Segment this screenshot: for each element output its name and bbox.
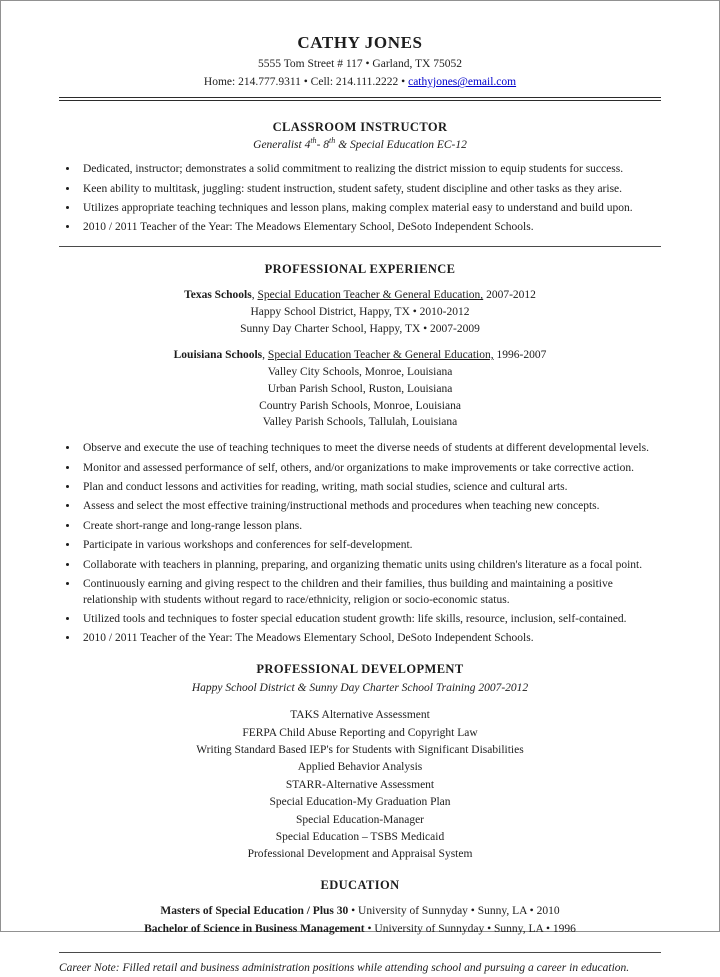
experience-bullet: • Observe and execute the use of teaching techniques to meet the diverse needs of students at different developmental levels. [79,441,661,457]
development-item: STARR-Alternative Assessment [285,778,435,791]
experience-entry-header: Louisiana Schools, Special Education Teacher & General Education, 1996-2007 [173,349,547,362]
address-line: 5555 Tom Street # 117 • Garland, TX 75052 [258,58,462,71]
experience-group-louisiana [59,348,661,431]
section-divider [59,246,661,247]
degree-name: Bachelor of Science in Business Management [144,923,365,936]
education-entry [59,904,661,920]
employer-name: Louisiana Schools [173,349,263,362]
experience-bullet: • Monitor and assessed performance of self, others, and/or organizations to make improvements or take corrective action. [79,461,661,477]
development-item: FERPA Child Abuse Reporting and Copyright Law [242,726,478,739]
development-item: Special Education-Manager [295,813,425,826]
role-title: Special Education Teacher & General Education, [267,349,494,362]
degree-name: Masters of Special Education / Plus 30 [160,905,349,918]
experience-bullet: • Plan and conduct lessons and activities for reading, writing, math social studies, science and cultural arts. [79,480,661,496]
summary-bullet: • Utilizes appropriate teaching techniques and lesson plans, making complex material easy to understand and build upon. [79,201,661,217]
development-item: TAKS Alternative Assessment [290,709,430,722]
experience-heading: PROFESSIONAL EXPERIENCE [264,262,456,277]
development-subtitle: Happy School District & Sunny Day Charter School Training 2007-2012 [191,681,529,694]
header-divider [59,97,661,101]
contact-phones: Home: 214.777.9311 • Cell: 214.111.2222 • [203,76,409,89]
title-block [59,119,661,154]
development-item: Special Education-My Graduation Plan [269,796,451,809]
career-note: Career Note: Filled retail and business administration positions while attending school and pursuing a career in education. [59,962,630,975]
summary-bullet: • Keen ability to multitask, juggling: student instruction, student safety, student discipline and other tasks as they arise. [79,182,661,198]
experience-bullet: • Collaborate with teachers in planning, preparing, and organizing thematic units using children's literature as a focal point. [79,558,661,574]
contact-line [59,75,661,91]
employer-name: Texas Schools [184,289,252,302]
experience-bullet: • 2010 / 2011 Teacher of the Year: The Meadows Elementary School, DeSoto Independent Schools. [79,631,661,647]
development-item: Professional Development and Appraisal System [247,848,473,861]
experience-bullet: • Assess and select the most effective training/instructional methods and procedures when teaching new concepts. [79,499,661,515]
degree-details: • University of Sunnyday • Sunny, LA • 2010 [348,905,560,918]
development-item: Applied Behavior Analysis [297,761,423,774]
experience-bullet: • Continuously earning and giving respect to the children and their families, thus building and maintaining a positive relationship with students without regard to race/ethnicity, religion or socio-economic status. [79,577,661,609]
job-title: CLASSROOM INSTRUCTOR [272,120,448,135]
candidate-name: CATHY JONES [297,33,423,52]
summary-bullet-list [59,162,661,236]
experience-location: Sunny Day Charter School, Happy, TX • 2007-2009 [240,323,480,336]
employment-dates: 1996-2007 [493,349,547,362]
experience-location: Valley City Schools, Monroe, Louisiana [267,365,453,378]
employment-dates: 2007-2012 [483,289,536,302]
experience-group-texas [59,288,661,338]
email-link[interactable]: cathyjones@email.com [408,76,517,89]
experience-location: Valley Parish Schools, Tallulah, Louisiana [262,416,458,429]
experience-location: Country Parish Schools, Monroe, Louisiana [259,399,461,412]
summary-bullet: • 2010 / 2011 Teacher of the Year: The Meadows Elementary School, DeSoto Independent Schools. [79,220,661,236]
footer-divider [59,952,661,953]
experience-bullet: • Create short-range and long-range lesson plans. [79,519,661,535]
header [59,31,661,101]
experience-location: Urban Parish School, Ruston, Louisiana [267,382,453,395]
summary-bullet: • Dedicated, instructor; demonstrates a solid commitment to realizing the district mission to equip students for success. [79,162,661,178]
education-entry [59,922,661,938]
education-heading: EDUCATION [320,878,400,893]
role-title: Special Education Teacher & General Education, [257,289,484,302]
job-subtitle: Generalist 4th- 8th & Special Education EC-12 [253,136,467,152]
experience-location: Happy School District, Happy, TX • 2010-2012 [250,306,470,319]
education-list [59,904,661,938]
experience-bullet: • Utilized tools and techniques to foster special education student growth: life skills, resource, inclusion, self-contained. [79,612,661,628]
experience-bullet: • Participate in various workshops and conferences for self-development. [79,538,661,554]
degree-details: • University of Sunnyday • Sunny, LA • 1996 [364,923,576,936]
experience-bullet-list [59,441,661,647]
development-item: Special Education – TSBS Medicaid [275,830,445,843]
experience-entry-header: Texas Schools, Special Education Teacher & General Education, 2007-2012 [184,289,536,302]
development-list [59,708,661,863]
development-heading: PROFESSIONAL DEVELOPMENT [256,662,464,677]
development-item: Writing Standard Based IEP's for Students with Significant Disabilities [196,744,524,757]
